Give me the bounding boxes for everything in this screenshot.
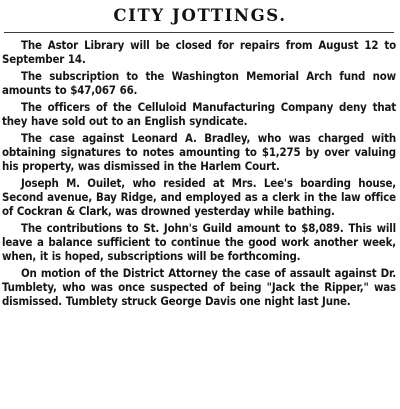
item-astor-library: The Astor Library will be closed for repairs from August 12 to September 14. — [2, 38, 396, 66]
article-column — [2, 38, 396, 311]
item-ouilet-drowning: Joseph M. Ouilet, who resided at Mrs. Lee's boarding house, Second avenue, Bay Ridge, and employed as a clerk in the law office of Cockran & Clark, was drowned yesterday while bathing. — [2, 176, 396, 218]
item-tumblety-case: On motion of the District Attorney the case of assault against Dr. Tumblety, who was once suspected of being "Jack the Ripper," was dismissed. Tumblety struck George Davis one night last June. — [2, 266, 396, 308]
item-celluloid-company: The officers of the Celluloid Manufacturing Company deny that they have sold out to an English syndicate. — [2, 100, 396, 128]
item-memorial-arch-fund: The subscription to the Washington Memorial Arch fund now amounts to $47,067 66. — [2, 69, 396, 97]
heading-rule — [4, 32, 394, 33]
column-heading: CITY JOTTINGS. — [113, 6, 287, 25]
heading-row — [0, 6, 400, 26]
item-st-johns-guild: The contributions to St. John's Guild amount to $8,089. This will leave a balance sufficient to continue the good work another week, when, it is hoped, subscriptions will be forthcoming. — [2, 221, 396, 263]
item-bradley-case: The case against Leonard A. Bradley, who was charged with obtaining signatures to notes amounting to $1,275 by over valuing his property, was dismissed in the Harlem Court. — [2, 131, 396, 173]
